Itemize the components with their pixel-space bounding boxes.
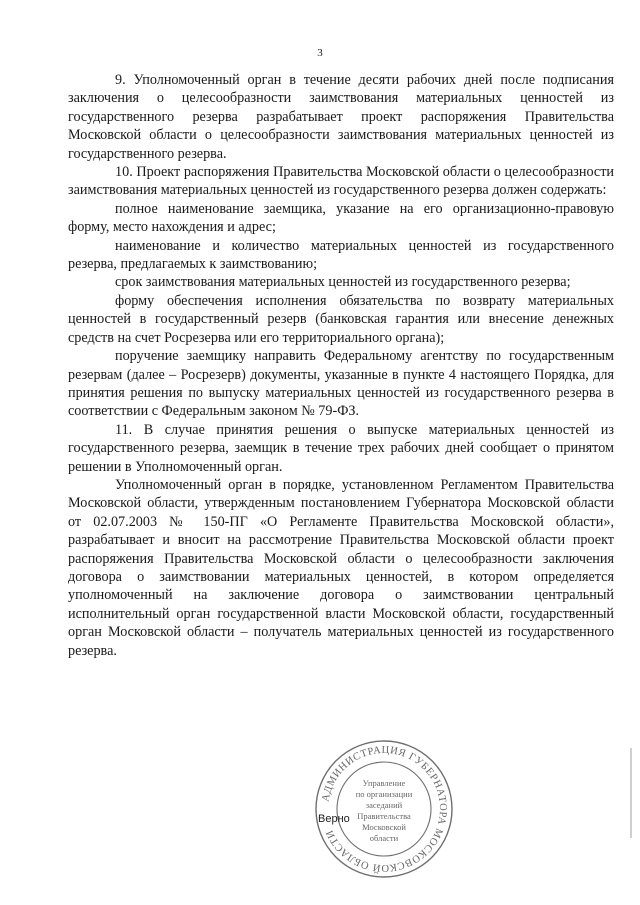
seal-ring-text: АДМИНИСТРАЦИЯ ГУБЕРНАТОРА МОСКОВСКОЙ ОБЛАСТИ (320, 744, 449, 874)
list-item-quantity: наименование и количество материальных ценностей из государственного резерва, предлагаемых к заимствованию; (68, 237, 614, 273)
paragraph-11: 11. В случае принятия решения о выпуске материальных ценностей из государственного резерва, заемщик в течение трех рабочих дней сообщает о принятом решении в Уполномоченный орган. (68, 421, 614, 475)
list-item-instruction: поручение заемщику направить Федеральному агентству по государственным резервам (далее – Росрезерв) документы, указанные в пункте 4 настоящего Порядка, для принятия решения по выпуску материальных ценностей из государственного резерва в соответствии с Федеральным законом № 79-ФЗ. (68, 348, 614, 420)
scan-edge-mark (630, 748, 632, 838)
seal-line: заседаний (365, 800, 403, 810)
official-seal (313, 738, 455, 880)
seal-line: Управление (362, 778, 406, 788)
seal-line: области (369, 833, 399, 843)
page-number: 3 (317, 47, 323, 59)
copy-certification-note: Верно (318, 813, 350, 825)
seal-line: Правительства (357, 811, 411, 821)
list-item-term: срок заимствования материальных ценностей из государственного резерва; (115, 274, 571, 291)
seal-line: по организации (355, 789, 413, 799)
paragraph-10: 10. Проект распоряжения Правительства Московской области о целесообразности заимствования материальных ценностей из государственного резерва должен содержать: (68, 164, 614, 199)
document-body (68, 71, 614, 660)
list-item-security-form: форму обеспечения исполнения обязательства по возврату материальных ценностей в государственный резерв (банковская гарантия или внесение денежных средств на счет Росрезерва или его территориального органа); (68, 292, 614, 346)
paragraph-authorized-body: Уполномоченный орган в порядке, установленном Регламентом Правительства Московской области, утвержденным постановлением Губернатора Московской области от 02.07.2003 № 150-ПГ «О Регламенте Правительства Московской области», разрабатывает и вносит на рассмотрение Правительства Московской области проект распоряжения Правительства Московской области о целесообразности заключения договора о заимствовании материальных ценностей, в котором определяется уполномоченный на заключение договора о заимствовании центральный исполнительный орган государственной власти Московской области, государственный орган Московской области – получатель материальных ценностей из государственного резерва. (68, 476, 614, 659)
paragraph-9: 9. Уполномоченный орган в течение десяти рабочих дней после подписания заключения о целесообразности заимствования материальных ценностей из государственного резерва разрабатывает проект распоряжения Правительства Московской области о целесообразности заимствования материальных ценностей из государственного резерва. (68, 72, 614, 162)
seal-line: Московской (362, 822, 406, 832)
list-item-borrower-name: полное наименование заемщика, указание на его организационно-правовую форму, место нахождения и адрес; (68, 200, 614, 236)
